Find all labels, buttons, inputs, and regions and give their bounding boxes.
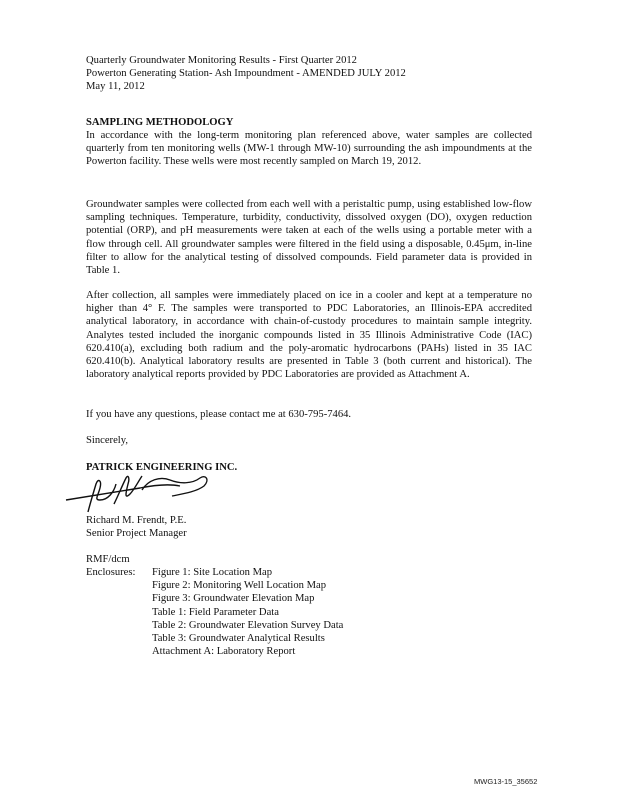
signer-title: Senior Project Manager xyxy=(86,528,187,540)
letter-header xyxy=(86,54,532,94)
closing-salutation: Sincerely, xyxy=(86,435,128,446)
header-line-3: May 11, 2012 xyxy=(86,81,145,93)
enclosures-list xyxy=(86,566,446,658)
enclosure-item: Figure 2: Monitoring Well Location Map xyxy=(152,580,327,592)
list-item xyxy=(86,645,446,658)
list-item xyxy=(86,592,446,605)
firm-name: PATRICK ENGINEERING INC. xyxy=(86,462,238,473)
paragraph-sampling-procedure: Groundwater samples were collected from each well with a peristaltic pump, using established low-flow sampling techniques. Temperature, turbidity, conductivity, dissolved oxygen (DO), oxygen reduction potential (ORP), and pH measurements were taken at each of the wells using a portable meter with a flow through cell. All groundwater samples were filtered in the field using a disposable, 0.45μm, in-line filter to allow for the analytical testing of dissolved compounds. Field parameter data is provided in Table 1. xyxy=(86,199,532,277)
enclosures-label: Enclosures: xyxy=(86,567,136,578)
paragraph-contact: If you have any questions, please contact me at 630-795-7464. xyxy=(86,409,352,420)
list-item xyxy=(86,619,446,632)
enclosure-item: Figure 3: Groundwater Elevation Map xyxy=(152,593,315,605)
paragraph-laboratory-analysis: After collection, all samples were immediately placed on ice in a cooler and kept at a temperature no higher than 4° F. The samples were transported to PDC Laboratories, an Illinois-EPA accredited analytical laboratory, in accordance with chain-of-custody procedures to maintain sample integrity. Analytes tested included the inorganic compounds listed in 35 Illinois Administrative Code (IAC) 620.410(a), excluding both radium and the poly-aromatic hydrocarbons (PAHs) listed in 35 IAC 620.410(b). Analytical laboratory results are presented in Table 3 (both current and historical). The laboratory analytical reports provided by PDC Laboratories are provided as Attachment A. xyxy=(86,290,532,381)
list-item xyxy=(86,606,446,619)
section-heading: SAMPLING METHODOLOGY xyxy=(86,117,234,128)
paragraph-sampling-overview: In accordance with the long-term monitoring plan referenced above, water samples are collected quarterly from ten monitoring wells (MW-1 through MW-10) surrounding the ash impoundments at the Powerton facility. These wells were most recently sampled on March 19, 2012. xyxy=(86,130,532,168)
signer-name: Richard M. Frendt, P.E. xyxy=(86,515,187,526)
signer-block xyxy=(86,514,532,540)
initials: RMF/dcm xyxy=(86,554,130,565)
header-line-2: Powerton Generating Station- Ash Impoundment - AMENDED JULY 2012 xyxy=(86,68,406,80)
list-item xyxy=(86,632,446,645)
enclosure-item: Table 2: Groundwater Elevation Survey Data xyxy=(152,619,344,631)
list-item xyxy=(86,579,446,592)
document-code: MWG13-15_35652 xyxy=(474,777,538,786)
enclosure-item: Table 1: Field Parameter Data xyxy=(152,606,279,618)
list-item xyxy=(86,566,446,579)
signature-image xyxy=(60,470,220,516)
header-line-1: Quarterly Groundwater Monitoring Results - First Quarter 2012 xyxy=(86,55,357,66)
enclosure-item: Figure 1: Site Location Map xyxy=(152,567,273,578)
enclosure-item: Attachment A: Laboratory Report xyxy=(152,646,296,658)
enclosure-item: Table 3: Groundwater Analytical Results xyxy=(152,632,325,644)
